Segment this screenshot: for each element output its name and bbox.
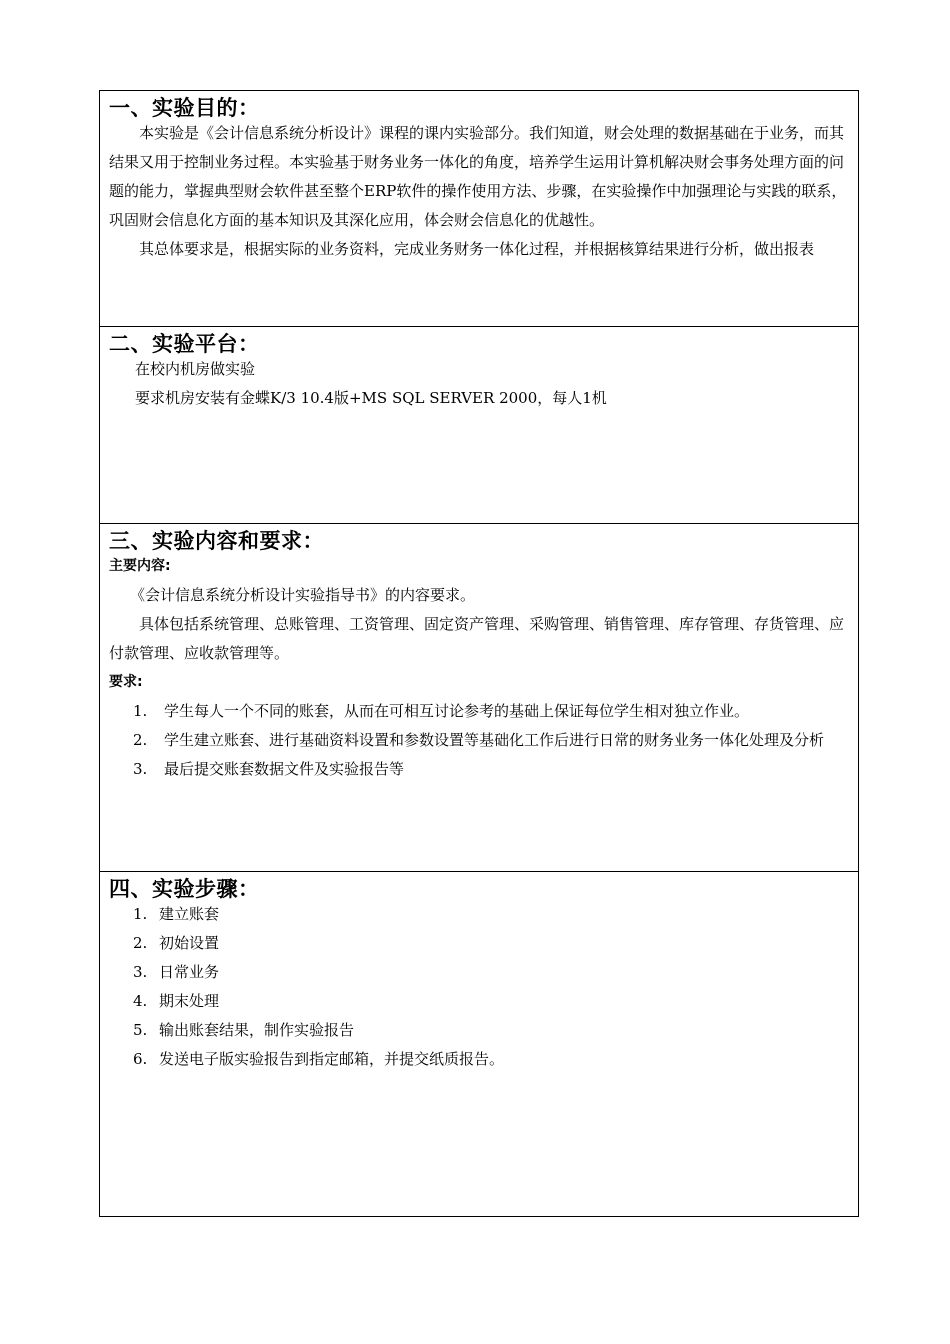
- requirement-number: 2.: [133, 731, 148, 749]
- section-platform: [100, 327, 858, 524]
- step-number: 1.: [133, 905, 148, 923]
- step-text: 期末处理: [159, 992, 220, 1010]
- step-item: [109, 958, 849, 987]
- report-table: [99, 90, 859, 1217]
- step-number: 3.: [133, 963, 148, 981]
- main-content-line-2: 具体包括系统管理、总账管理、工资管理、固定资产管理、采购管理、销售管理、库存管理、存货管理、应付款管理、应收款管理等。: [109, 615, 845, 662]
- requirement-item: [109, 697, 849, 726]
- main-content-line-1: 《会计信息系统分析设计实验指导书》的内容要求。: [130, 586, 476, 604]
- requirement-item: [109, 726, 849, 755]
- platform-line-2: 要求机房安装有金蝶K/3 10.4版+MS SQL SERVER 2000，每人1机: [135, 389, 607, 407]
- section-content: [100, 524, 858, 872]
- step-text: 输出账套结果，制作实验报告: [159, 1021, 355, 1039]
- section-title-steps: 四、实验步骤：: [109, 877, 260, 901]
- step-number: 2.: [133, 934, 148, 952]
- purpose-paragraph-1: 本实验是《会计信息系统分析设计》课程的课内实验部分。我们知道，财会处理的数据基础在于业务，而其结果又用于控制业务过程。本实验基于财务业务一体化的角度，培养学生运用计算机解决财会事务处理方面的问题的能力，掌握典型财会软件甚至整个ERP软件的操作使用方法、步骤，在实验操作中加强理论与实践的联系，巩固财会信息化方面的基本知识及其深化应用，体会财会信息化的优越性。: [109, 124, 847, 229]
- step-item: [109, 987, 849, 1016]
- main-content-label: 主要内容:: [109, 558, 171, 574]
- section-purpose: [100, 91, 858, 327]
- platform-line-1: 在校内机房做实验: [135, 360, 256, 378]
- requirement-text: 学生每人一个不同的账套，从而在可相互讨论参考的基础上保证每位学生相对独立作业。: [164, 702, 750, 720]
- step-text: 建立账套: [159, 905, 220, 923]
- step-item: [109, 900, 849, 929]
- section-steps: [100, 872, 858, 1218]
- step-text: 初始设置: [159, 934, 220, 952]
- requirement-text: 学生建立账套、进行基础资料设置和参数设置等基础化工作后进行日常的财务业务一体化处理及分析: [164, 731, 825, 749]
- requirement-text: 最后提交账套数据文件及实验报告等: [164, 760, 405, 778]
- section-title-platform: 二、实验平台：: [109, 332, 260, 356]
- section-title-purpose: 一、实验目的：: [109, 96, 260, 120]
- step-number: 6.: [133, 1050, 148, 1068]
- step-item: [109, 1016, 849, 1045]
- step-text: 日常业务: [159, 963, 220, 981]
- requirement-number: 1.: [133, 702, 148, 720]
- step-item: [109, 929, 849, 958]
- step-number: 5.: [133, 1021, 148, 1039]
- requirement-number: 3.: [133, 760, 148, 778]
- requirement-item: [109, 755, 849, 784]
- step-text: 发送电子版实验报告到指定邮箱，并提交纸质报告。: [159, 1050, 505, 1068]
- step-item: [109, 1045, 849, 1074]
- purpose-paragraph-2: 其总体要求是，根据实际的业务资料，完成业务财务一体化过程，并根据核算结果进行分析，做出报表: [139, 240, 815, 258]
- requirements-label: 要求:: [109, 674, 143, 690]
- step-number: 4.: [133, 992, 148, 1010]
- section-title-content: 三、实验内容和要求：: [109, 529, 324, 553]
